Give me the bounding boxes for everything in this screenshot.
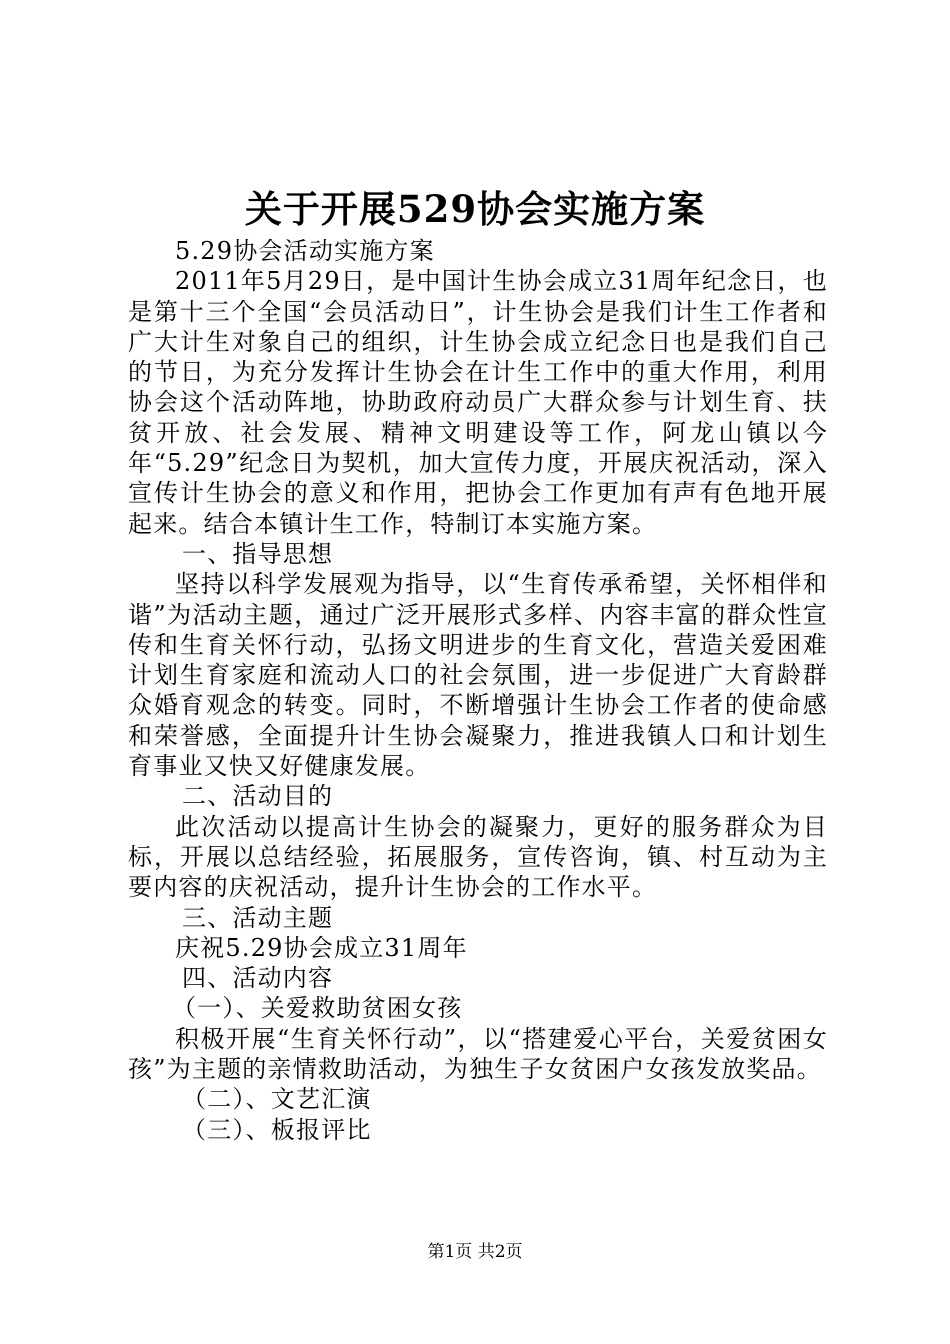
subtitle-paragraph: 5.29协会活动实施方案 xyxy=(175,237,435,265)
activity-theme-paragraph: 庆祝5.29协会成立31周年 xyxy=(175,933,468,962)
document-body xyxy=(128,236,828,1145)
section-heading-activity-theme: 三、活动主题 xyxy=(182,903,334,932)
page-footer: 第1页 共2页 xyxy=(427,1242,523,1262)
intro-paragraph: 2011年5月29日，是中国计生协会成立31周年纪念日，也是第十三个全国“会员活动日”，计生协会是我们计生工作者和广大计生对象自己的组织，计生协会成立纪念日也是我们自己的节日，为充分发挥计生协会在计生工作中的重大作用，利用协会这个活动阵地，协助政府动员广大群众参与计划生育、扶贫开放、社会发展、精神文明建设等工作，阿龙山镇以今年“5.29”纪念日为契机，加大宣传力度，开展庆祝活动，深入宣传计生协会的意义和作用，把协会工作更加有声有色地开展起来。结合本镇计生工作，特制订本实施方案。 xyxy=(128,267,828,538)
guiding-thought-paragraph: 坚持以科学发展观为指导，以“生育传承希望，关怀相伴和谐”为活动主题，通过广泛开展形式多样、内容丰富的群众性宣传和生育关怀行动，弘扬文明进步的生育文化，营造关爱困难计划生育家庭和流动人口的社会氛围，进一步促进广大育龄群众婚育观念的转变。同时，不断增强计生协会工作者的使命感和荣誉感，全面提升计生协会凝聚力，推进我镇人口和计划生育事业又快又好健康发展。 xyxy=(128,570,828,781)
section-heading-activity-content: 四、活动内容 xyxy=(182,964,334,993)
activity-purpose-paragraph: 此次活动以提高计生协会的凝聚力，更好的服务群众为目标，开展以总结经验，拓展服务，宣传咨询，镇、村互动为主要内容的庆祝活动，提升计生协会的工作水平。 xyxy=(128,812,828,902)
document-title: 关于开展529协会实施方案 xyxy=(244,187,706,231)
subsection-1-paragraph: 积极开展“生育关怀行动”，以“搭建爱心平台，关爱贫困女孩”为主题的亲情救助活动，为独生子女贫困户女孩发放奖品。 xyxy=(128,1024,828,1084)
subsection-heading-3: （三）、板报评比 xyxy=(182,1115,372,1144)
subsection-heading-1: （一）、关爱救助贫困女孩 xyxy=(172,994,463,1023)
subsection-heading-2: （二）、文艺汇演 xyxy=(182,1085,372,1114)
section-heading-guiding-thought: 一、指导思想 xyxy=(182,539,334,568)
section-heading-activity-purpose: 二、活动目的 xyxy=(182,782,334,811)
